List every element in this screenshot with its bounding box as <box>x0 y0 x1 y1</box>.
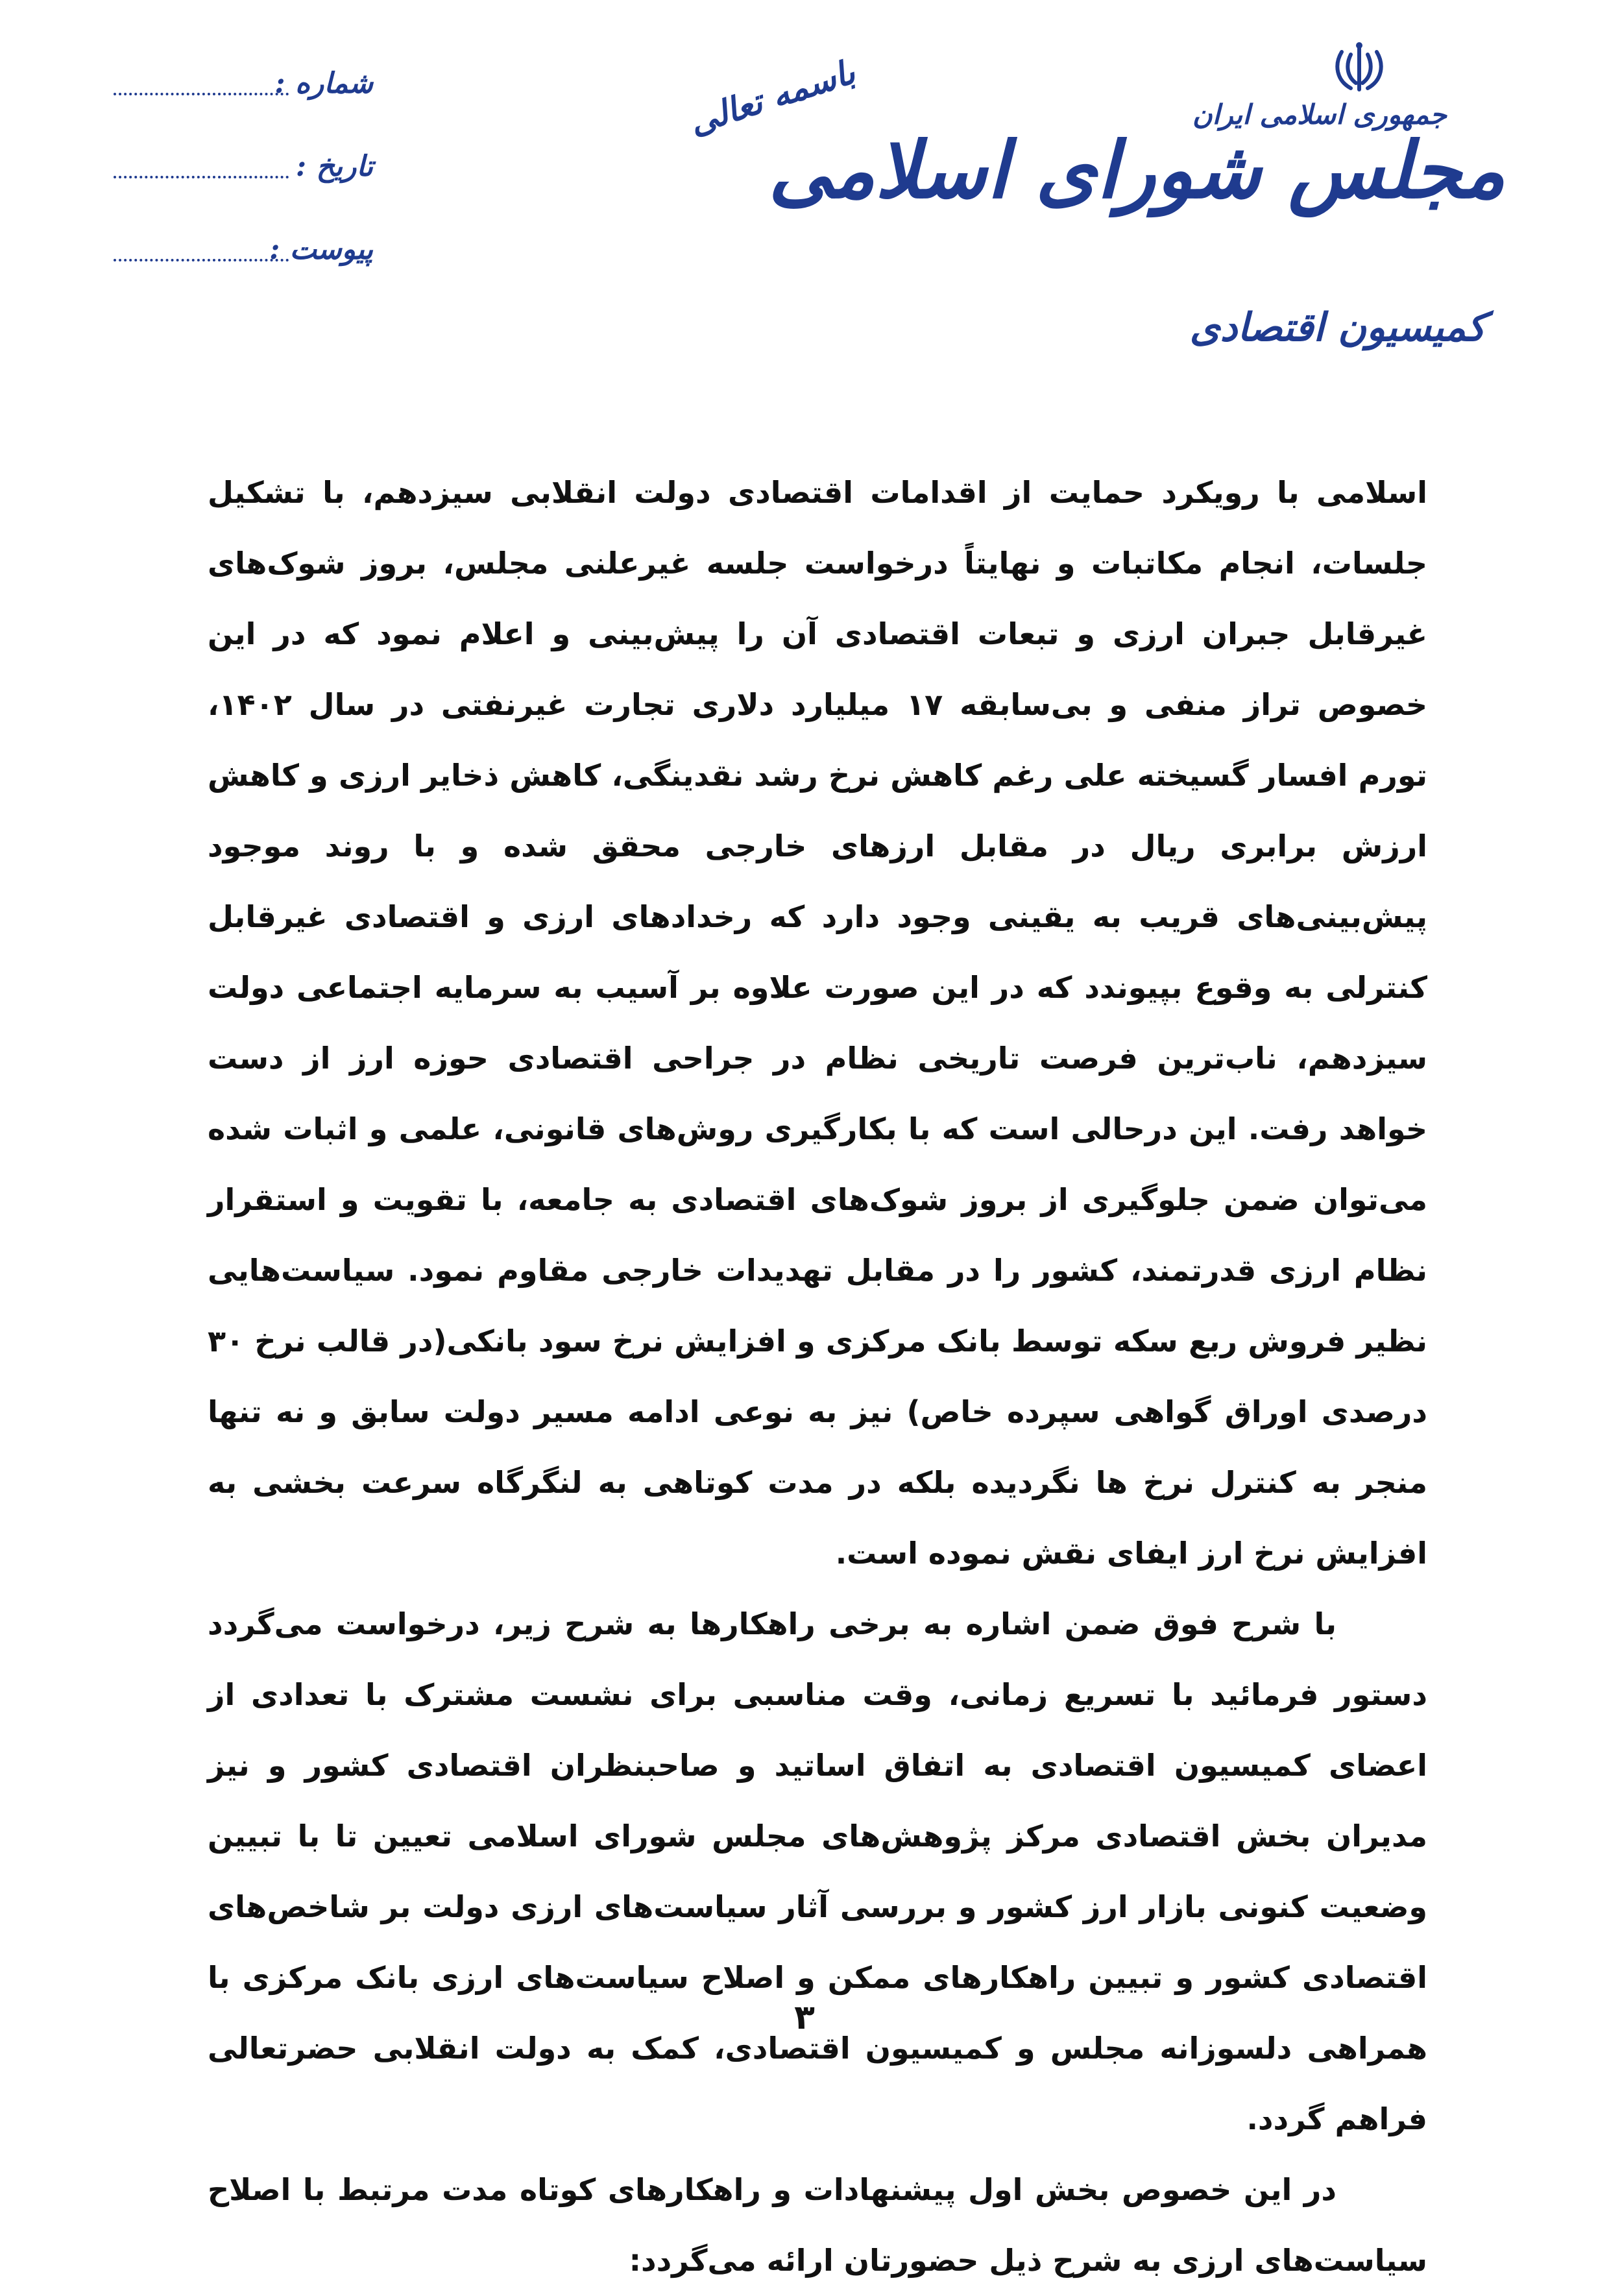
invocation <box>684 52 860 146</box>
date-line <box>114 176 289 178</box>
body-paragraph-3: در این خصوص بخش اول پیشنهادات و راهکارهای کوتاه مدت مرتبط با اصلاح سیاست‌های ارزی به شرح ذیل حضورتان ارائه می‌گردد: <box>208 2172 1427 2278</box>
letter-meta-fields <box>114 62 373 311</box>
meta-row-date <box>114 145 373 190</box>
parliament-name: مجلس شورای اسلامی <box>768 125 1505 216</box>
iran-emblem-icon <box>1330 39 1388 97</box>
page-number: ۳ <box>794 1998 815 2037</box>
invocation-text: باسمه تعالی <box>684 52 860 143</box>
body-paragraph-2: با شرح فوق ضمن اشاره به برخی راهکارها به شرح زیر، درخواست می‌گردد دستور فرمائید با تسریع زمانی، وقت مناسبی برای نشست مشترک با تعدادی از اعضای کمیسیون اقتصادی به اتفاق اساتید و صاحبنظران اقتصادی کشور و نیز مدیران بخش اقتصادی مرکز پژوهش‌های مجلس شورای اسلامی تعیین تا با تبیین وضعیت کنونی بازار ارز کشور و بررسی آثار سیاست‌های ارزی دولت بر شاخص‌های اقتصادی کشور و تبیین راهکارهای ممکن و اصلاح سیاست‌های ارزی بانک مرکزی با همراهی دلسوزانه مجلس و کمیسیون اقتصادی، کمک به دولت انقلابی حضرتعالی فراهم گردد. <box>208 1606 1427 2136</box>
meta-row-number <box>114 62 373 107</box>
number-line <box>114 93 289 95</box>
commission-name: کمیسیون اقتصادی <box>1189 305 1486 350</box>
number-label: شماره : <box>274 67 373 100</box>
body-paragraph-1: اسلامی با رویکرد حمایت از اقدامات اقتصادی دولت انقلابی سیزدهم، با تشکیل جلسات، انجام مکاتبات و نهایتاً درخواست جلسه غیرعلنی مجلس، بروز شوک‌های غیرقابل جبران ارزی و تبعات اقتصادی آن را پیش‌بینی و اعلام نمود که در این خصوص تراز منفی و بی‌سابقه ۱۷ میلیارد دلاری تجارت غیرنفتی در سال ۱۴۰۲، تورم افسار گسیخته علی رغم کاهش نرخ رشد نقدینگی، کاهش ذخایر ارزی و کاهش ارزش برابری ریال در مقابل ارزهای خارجی محقق شده و با روند موجود پیش‌بینی‌های قریب به یقینی وجود دارد که رخدادهای ارزی و اقتصادی غیرقابل کنترلی به وقوع بپیوندد که در این صورت علاوه بر آسیب به سرمایه اجتماعی دولت سیزدهم، ناب‌ترین فرصت تاریخی نظام در جراحی اقتصادی حوزه ارز از دست خواهد رفت. این درحالی است که با بکارگیری روش‌های قانونی، علمی و اثبات شده می‌توان ضمن جلوگیری از بروز شوک‌های اقتصادی به جامعه، با تقویت و استقرار نظام ارزی قدرتمند، کشور را در مقابل تهدیدات خارجی مقاوم نمود. سیاست‌هایی نظیر فروش ربع سکه توسط بانک مرکزی و افزایش نرخ سود بانکی(در قالب نرخ ۳۰ درصدی اوراق گواهی سپرده خاص) نیز به نوعی ادامه مسیر دولت سابق و نه تنها منجر به کنترل نرخ ها نگردیده بلکه در مدت کوتاهی به لنگرگاه سرعت بخشی به افزایش نرخ ارز ایفای نقش نموده است. <box>208 475 1427 1571</box>
attachment-label: پیوست : <box>269 233 373 266</box>
attachment-line <box>114 259 289 261</box>
letterhead <box>0 0 1609 363</box>
country-name: جمهوری اسلامی ایران <box>1192 99 1447 130</box>
date-label: تاریخ : <box>295 150 373 183</box>
meta-row-attachment <box>114 228 373 273</box>
